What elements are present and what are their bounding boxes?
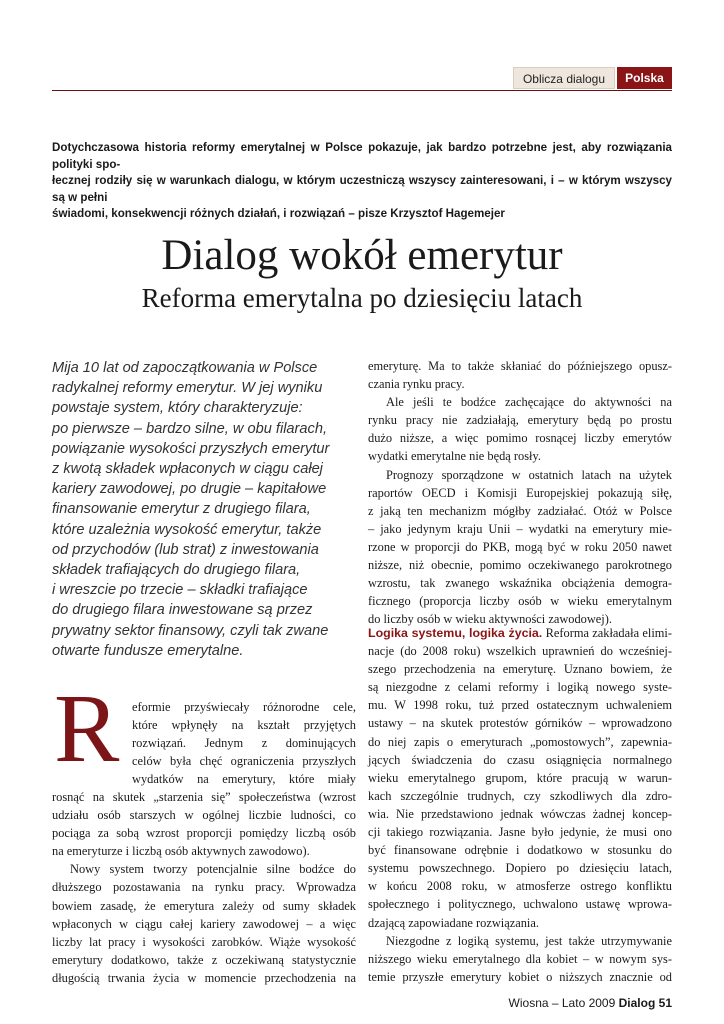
body-line: być finansowane odrębnie i dodatkowo w stosunku do xyxy=(368,843,672,858)
body-line: długością trwania życia w momencie przechodzenia na xyxy=(52,970,356,985)
lead-line: łecznej rodziły się w warunkach dialogu, w którym uczestniczą wszyscy zainteresowani, i – w którym wszyscy są w pełni xyxy=(52,174,672,204)
body-line: na emeryturze i liczbą osób aktywnych zawodowo). xyxy=(52,844,310,859)
quote-line: i wreszcie po trzecie – składki trafiające xyxy=(52,582,308,599)
body-line: Ale jeśli te bodźce zachęcające do aktywności na xyxy=(386,395,672,410)
section-tab: Oblicza dialogu xyxy=(513,67,615,89)
quote-line: finansowanie emerytur z drugiego filara, xyxy=(52,501,311,518)
section-subhead: Logika systemu, logika życia. xyxy=(368,626,543,640)
issue-label: Wiosna – Lato 2009 xyxy=(508,996,616,1010)
quote-line: od przychodów (lub strat) z inwestowania xyxy=(52,541,319,558)
header-rule xyxy=(52,90,672,91)
body-line: szego przechodzenia na emeryturę. Uznano bowiem, że xyxy=(368,662,672,677)
body-line: emeryturę. Ma to także skłaniać do późniejszego opusz- xyxy=(368,359,672,373)
body-line: cji takiego rozwiązania. Jasne było jedynie, że musi ono xyxy=(368,825,672,840)
body-line: Nowy system tworzy potencjalnie silne bodźce do xyxy=(70,862,356,877)
body-line: Niezgodne z logiką systemu, jest także utrzymywanie xyxy=(386,933,672,948)
body-line: raportów OECD i Komisji Europejskiej pokazują siłę, xyxy=(368,485,672,500)
magazine-name: Dialog xyxy=(618,996,656,1010)
body-line: z jaką ten mechanizm mógłby zadziałać. Otóż w Polsce xyxy=(368,503,672,518)
body-line: udziału osób starszych w ogólnej liczbie ludności, co xyxy=(52,808,356,823)
quote-line: kariery zawodowej, po drugie – kapitałowe xyxy=(52,481,327,498)
body-line: do niej zapis o emeryturach „pomostowych”, zapewnia- xyxy=(368,734,672,749)
body-line: – jako jedynym kraju Unii – wydatki na emerytury mie- xyxy=(368,521,672,536)
lead-paragraph xyxy=(52,140,672,223)
body-line: rynku pracy nie zadziałają, emerytury będą po prostu xyxy=(368,413,672,428)
quote-line: do drugiego filara inwestowane są przez xyxy=(52,602,313,619)
subhead-continuation: Reforma zakładała elimi- xyxy=(542,626,672,640)
body-line: w końcu 2008 roku, w atmosferze ostrego konfliktu xyxy=(368,879,672,894)
body-line: które wpłynęły na kształt przyjętych xyxy=(132,718,356,733)
drop-cap: R xyxy=(54,675,120,783)
body-line: wzrostu, tak zwanego wskaźnika obciążenia demogra- xyxy=(368,576,672,591)
section-tag: Polska xyxy=(617,67,672,89)
body-line: są niezgodne z celami reformy i logiką nowego syste- xyxy=(368,680,672,695)
body-text-right-b xyxy=(368,624,672,986)
page-number: 51 xyxy=(658,996,672,1010)
body-line: wpłaconych w ciągu całej kariery zawodowej – a więc xyxy=(52,916,356,931)
body-line: rzone w proporcji do PKB, mogą być w roku 2050 nawet xyxy=(368,539,672,554)
body-line: emerytury dodatkowo, także z oczekiwaną statystycznie xyxy=(52,952,356,967)
body-line: wydatki emerytalne nie będą rosły. xyxy=(368,449,541,464)
body-text-dropcap xyxy=(132,698,356,788)
body-line: bowiem zasadę, że emerytura zależy od sumy składek xyxy=(52,898,356,913)
article-subtitle: Reforma emerytalna po dziesięciu latach xyxy=(141,283,583,313)
body-line: jących świadczenia do czasu osiągnięcia normalnego xyxy=(368,752,672,767)
subhead-line xyxy=(368,624,672,642)
quote-line: powstaje system, który charakteryzuje: xyxy=(52,400,303,417)
body-line: kach szczególnie trudnych, czy szkodliwych dla zdro- xyxy=(368,788,672,803)
article-title: Dialog wokół emerytur xyxy=(161,232,563,279)
quote-line: powiązanie wysokości przyszłych emerytur xyxy=(52,440,330,457)
body-line: czania rynku pracy. xyxy=(368,377,465,392)
quote-line: z kwotą składek wpłaconych w ciągu całej xyxy=(52,461,323,478)
body-line: rozwiązań. Jednym z dominujących xyxy=(132,736,356,751)
body-line: wia. Nie przedstawiono jednak wówczas żadnej koncep- xyxy=(368,806,672,821)
body-line: celów była chęć ograniczenia przyszłych xyxy=(132,754,356,769)
pull-quote xyxy=(52,358,352,661)
body-line: społecznego i politycznego, uchwalono ustawę wprowa- xyxy=(368,897,672,912)
body-line: wydatków na emerytury, które miały xyxy=(132,772,356,787)
body-line: Prognozy sporządzone w ostatnich latach na użytek xyxy=(386,467,672,482)
body-line: niższego wieku emerytalnego dla kobiet – w nowym sys- xyxy=(368,951,672,966)
quote-line: prywatny sektor finansowy, czyli tak zwane xyxy=(52,622,329,639)
quote-line: otwarte fundusze emerytalne. xyxy=(52,642,244,659)
body-line: rosnąć na skutek „starzenia się” społeczeństwa (wzrost xyxy=(52,790,356,804)
quote-line: które uzależnia wysokość emerytur, także xyxy=(52,521,322,538)
body-line: nacje (do 2008 roku) wszelkich uprawnień do wcześniej- xyxy=(368,644,672,659)
body-line: dużo niższe, a więc pomimo rosnącej liczby emerytów xyxy=(368,431,672,446)
lead-line: Dotychczasowa historia reformy emerytalnej w Polsce pokazuje, jak bardzo potrzebne jest, aby rozwiązania polityki spo- xyxy=(52,141,672,171)
body-line: mu. W 1998 roku, tuż przed ostatecznym uchwaleniem xyxy=(368,698,672,713)
body-line: do liczby osób w wieku aktywności zawodowej). xyxy=(368,612,612,627)
lead-line: świadomi, konsekwencji różnych działań, i rozwiązań – pisze Krzysztof Hagemejer xyxy=(52,207,505,220)
body-text-left xyxy=(52,788,356,987)
body-line: pociąga za sobą wzrost proporcji pomiędzy liczbą osób xyxy=(52,826,356,841)
body-line: ficznego (proporcja liczby osób w wieku emerytalnym xyxy=(368,594,672,609)
body-line: dzającą zapowiadane rozwiązania. xyxy=(368,915,539,930)
body-line: liczby lat pracy i wysokości zarobków. Wiąże wysokość xyxy=(52,934,356,949)
body-line: systemu powszechnego. Dopiero po dziesięciu latach, xyxy=(368,861,672,876)
body-line: niższe, niż obecnie, pomimo oczekiwanego parokrotnego xyxy=(368,558,672,573)
quote-line: po pierwsze – bardzo silne, w obu filarach, xyxy=(52,420,327,437)
body-line: temie przyszłe emerytury kobiet o niższych znacznie od xyxy=(368,969,672,984)
quote-line: radykalnej reformy emerytur. W jej wyniku xyxy=(52,380,323,397)
page-footer xyxy=(420,996,672,1010)
quote-line: Mija 10 lat od zapoczątkowania w Polsce xyxy=(52,360,318,376)
quote-line: składek trafiających do drugiego filara, xyxy=(52,562,301,579)
body-line: wieku emerytalnego grupom, które pracują w warun- xyxy=(368,770,672,785)
body-line: dłuższego pozostawania na rynku pracy. Wprowadza xyxy=(52,880,356,895)
body-line: ustawy – na skutek protestów górników – wprowadzono xyxy=(368,716,672,731)
body-line: eformie przyświecały różnorodne cele, xyxy=(132,700,356,714)
body-text-right-a xyxy=(368,357,672,628)
